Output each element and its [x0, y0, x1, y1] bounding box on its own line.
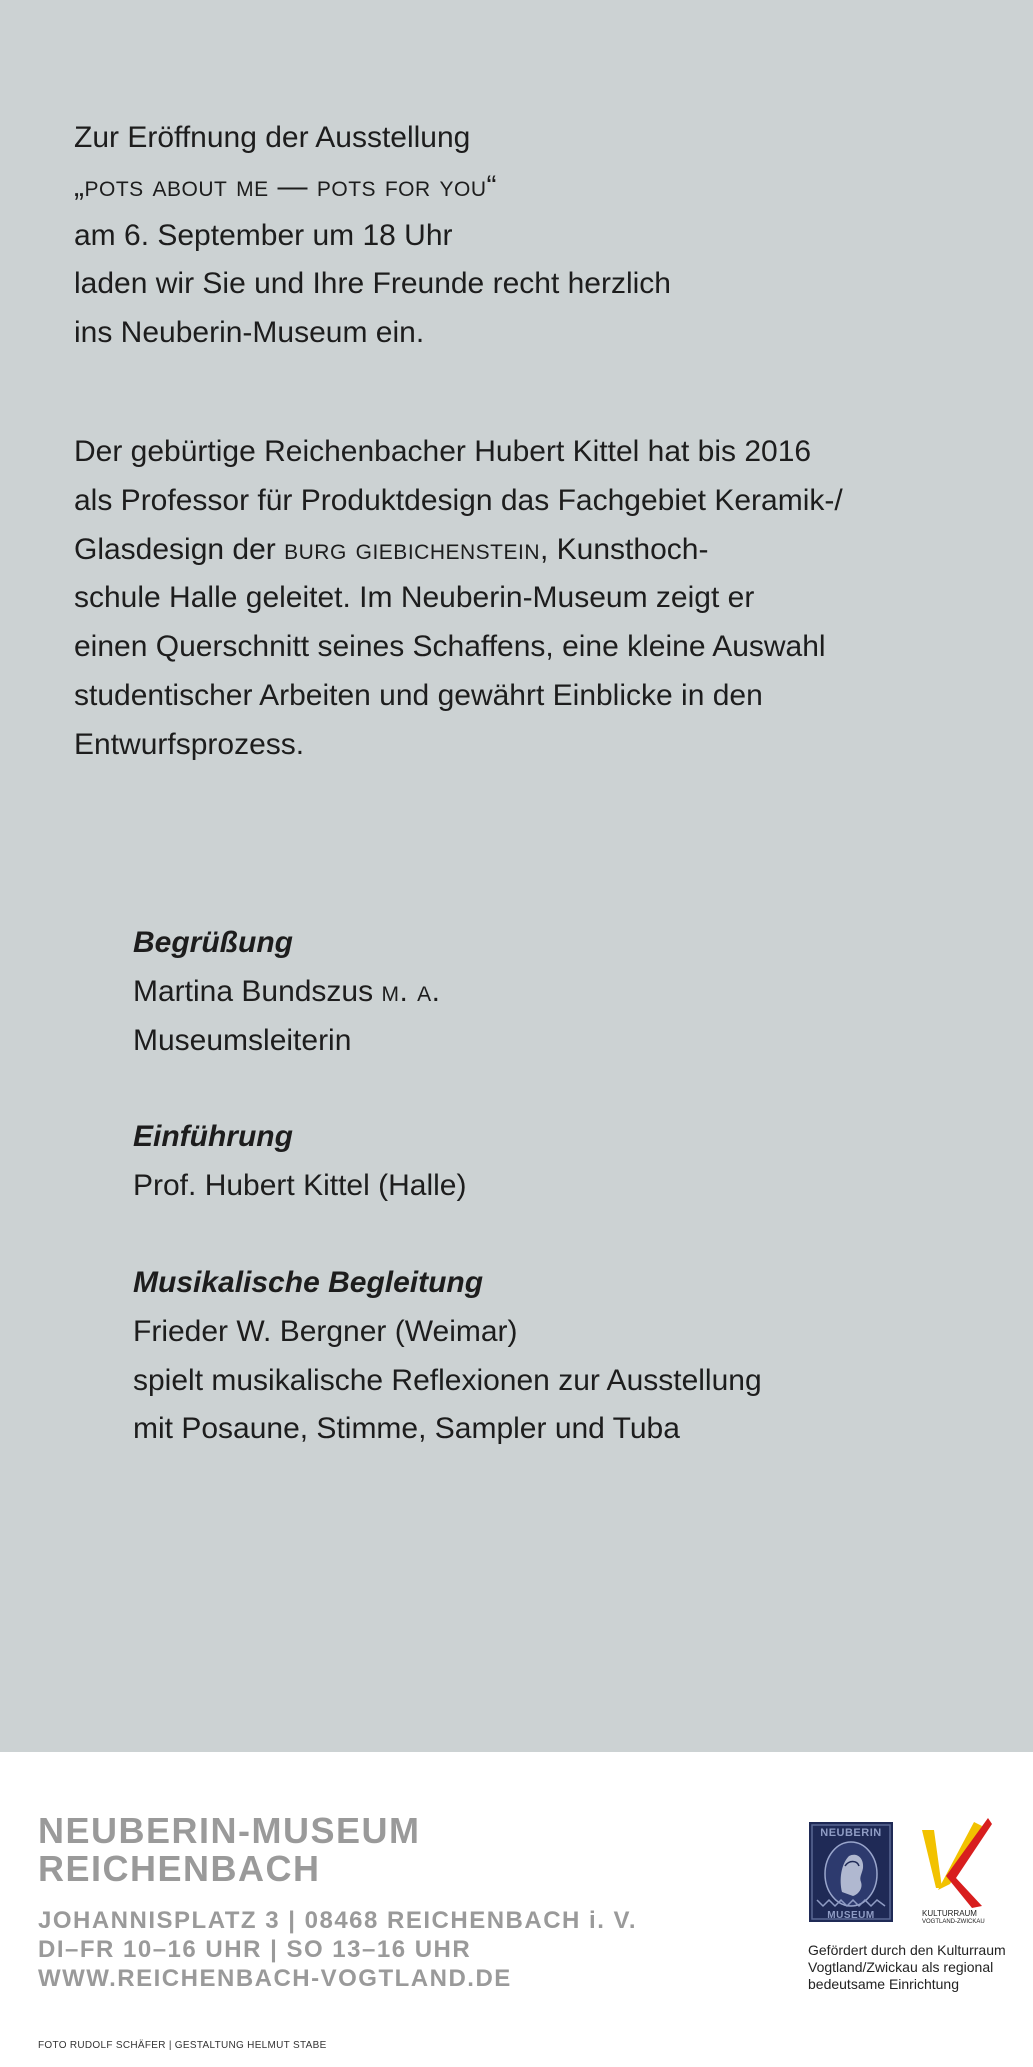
program-item-greeting	[133, 919, 953, 1065]
kultur-logo-text: KULTURRAUM	[922, 1909, 977, 1918]
museum-contact	[38, 1906, 637, 1993]
program-music-description: mit Posaune, Stimme, Sampler und Tuba	[133, 1412, 680, 1446]
description-text: , Kunsthoch-	[540, 532, 709, 566]
exhibition-description	[74, 428, 974, 770]
museum-name-line: NEUBERIN-MUSEUM	[38, 1810, 421, 1851]
invitation-line: Zur Eröffnung der Ausstellung	[74, 121, 471, 154]
invitation-line: ins Neuberin-Museum ein.	[74, 316, 425, 350]
invitation-line: am 6. September um 18 Uhr	[74, 218, 453, 252]
description-line: schule Halle geleitet. Im Neuberin-Museum zeigt er	[74, 581, 755, 615]
museum-address: JOHANNISPLATZ 3 | 08468 REICHENBACH i. V.	[38, 1907, 638, 1934]
funding-line: Gefördert durch den Kulturraum	[808, 1942, 1006, 1958]
speaker-degree: m. a.	[381, 974, 441, 1008]
description-line: Entwurfsprozess.	[74, 727, 305, 761]
program-speaker	[133, 968, 953, 1017]
exhibition-title: „pots about me — pots for you“	[74, 169, 498, 203]
program-music-description: spielt musikalische Reflexionen zur Ausstellung	[133, 1363, 762, 1397]
funding-line: Vogtland/Zwickau als regional	[808, 1959, 994, 1975]
program-item-music	[133, 1259, 953, 1454]
kulturraum-logo	[916, 1818, 996, 1924]
program-speaker: Prof. Hubert Kittel (Halle)	[133, 1168, 467, 1202]
description-text: Glasdesign der	[74, 532, 285, 566]
kultur-logo-text: VOGTLAND-ZWICKAU	[922, 1919, 985, 1924]
description-line: als Professor für Produktdesign das Fachgebiet Keramik-/	[74, 483, 843, 517]
program-heading: Begrüßung	[133, 926, 293, 959]
museum-name-line: REICHENBACH	[38, 1848, 321, 1889]
logo-bottom-text: MUSEUM	[827, 1910, 875, 1921]
museum-website: WWW.REICHENBACH-VOGTLAND.DE	[38, 1965, 512, 1992]
program-musician: Frieder W. Bergner (Weimar)	[133, 1314, 518, 1348]
speaker-name: Martina Bundszus	[133, 974, 382, 1008]
description-line: studentischer Arbeiten und gewährt Einblicke in den	[74, 678, 763, 712]
funding-line: bedeutsame Einrichtung	[808, 1976, 959, 1992]
program-item-introduction	[133, 1113, 953, 1211]
neuberin-museum-logo	[809, 1822, 893, 1922]
opening-hours: DI–FR 10–16 UHR | SO 13–16 UHR	[38, 1936, 472, 1963]
description-line: einen Querschnitt seines Schaffens, eine kleine Auswahl	[74, 630, 826, 664]
invitation-text	[74, 114, 974, 358]
photo-design-credits: FOTO RUDOLF SCHÄFER | GESTALTUNG HELMUT STABE	[38, 2040, 327, 2051]
description-line	[74, 526, 974, 575]
invitation-line: laden wir Sie und Ihre Freunde recht herzlich	[74, 267, 671, 301]
program-heading: Musikalische Begleitung	[133, 1266, 484, 1299]
school-name: burg giebichenstein	[284, 532, 540, 566]
museum-name	[38, 1812, 421, 1888]
description-line: Der gebürtige Reichenbacher Hubert Kittel hat bis 2016	[74, 435, 812, 468]
logo-top-text: NEUBERIN	[820, 1827, 882, 1839]
funding-note	[808, 1942, 1028, 1993]
program-speaker-role: Museumsleiterin	[133, 1023, 352, 1057]
program-heading: Einführung	[133, 1120, 293, 1153]
